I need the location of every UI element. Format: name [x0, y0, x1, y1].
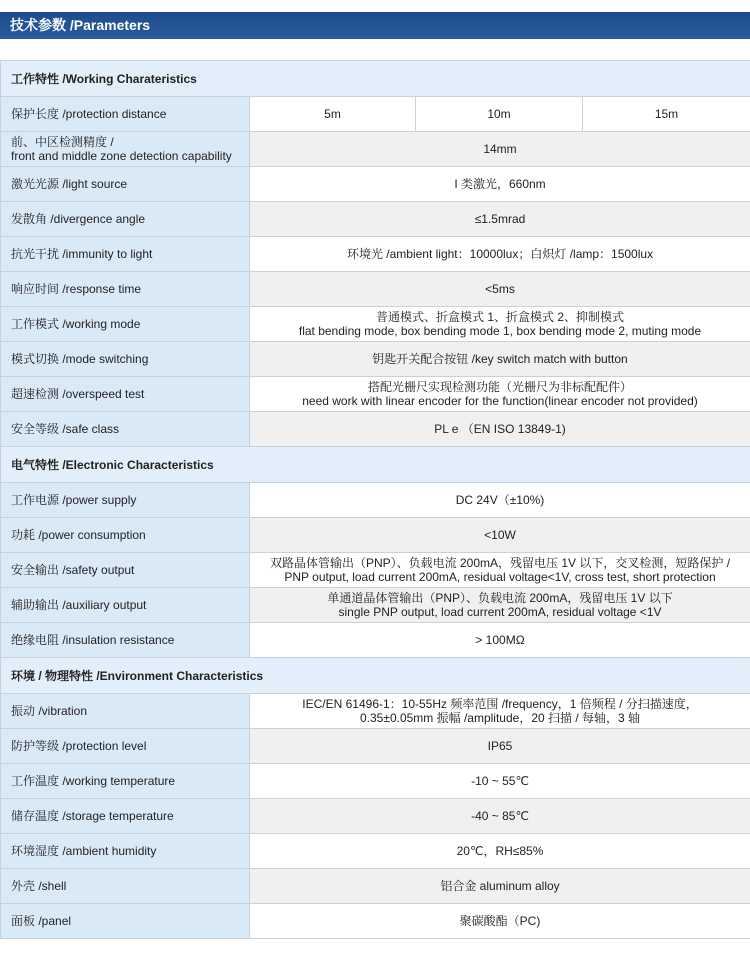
table-row [1, 623, 750, 658]
row-label: 储存温度 /storage temperature [1, 799, 250, 834]
row-value [250, 694, 750, 729]
row-label: 安全输出 /safety output [1, 553, 250, 588]
row-label: 面板 /panel [1, 904, 250, 939]
row-label: 抗光干扰 /immunity to light [1, 237, 250, 272]
section-electronic-characteristics [1, 447, 750, 483]
row-label: 响应时间 /response time [1, 272, 250, 307]
section-title: 环境 / 物理特性 /Environment Characteristics [1, 658, 750, 694]
value-line: 0.35±0.05mm 振幅 /amplitude，20 扫描 / 每轴，3 轴 [360, 711, 641, 725]
row-value: PL e （EN ISO 13849-1) [250, 412, 750, 447]
row-value [250, 553, 750, 588]
table-row [1, 237, 750, 272]
table-row [1, 377, 750, 412]
table-row [1, 834, 750, 869]
table-row [1, 553, 750, 588]
row-label: 振动 /vibration [1, 694, 250, 729]
value-line: flat bending mode, box bending mode 1, box bending mode 2, muting mode [298, 324, 702, 338]
row-label: 发散角 /divergence angle [1, 202, 250, 237]
value-line: 单通道晶体管输出（PNP）、负载电流 200mA，残留电压 1V 以下 [327, 591, 673, 605]
table-row [1, 799, 750, 834]
row-value: 14mm [250, 132, 750, 167]
row-value [250, 307, 750, 342]
row-value: ≤1.5mrad [250, 202, 750, 237]
row-label: 外壳 /shell [1, 869, 250, 904]
table-row [1, 97, 750, 132]
table-row [1, 483, 750, 518]
row-label [1, 132, 250, 167]
row-label: 激光光源 /light source [1, 167, 250, 202]
row-label: 防护等级 /protection level [1, 729, 250, 764]
row-value: I 类激光，660nm [250, 167, 750, 202]
row-value: 20℃，RH≤85% [250, 834, 750, 869]
table-row [1, 904, 750, 939]
section-title: 工作特性 /Working Charateristics [1, 61, 750, 97]
table-row [1, 202, 750, 237]
label-line: front and middle zone detection capability [11, 149, 232, 163]
row-value: -10 ~ 55℃ [250, 764, 750, 799]
table-row [1, 729, 750, 764]
row-value: 钥匙开关配合按钮 /key switch match with button [250, 342, 750, 377]
row-label: 模式切换 /mode switching [1, 342, 250, 377]
table-row [1, 342, 750, 377]
section-environment-characteristics [1, 658, 750, 694]
table-row [1, 764, 750, 799]
value-line: 普通模式、折盒模式 1、折盒模式 2、抑制模式 [375, 310, 625, 324]
table-row [1, 272, 750, 307]
row-label: 工作温度 /working temperature [1, 764, 250, 799]
table-row [1, 588, 750, 623]
label-line: 前、中区检测精度 / [11, 135, 114, 149]
row-value: <10W [250, 518, 750, 553]
row-value: 铝合金 aluminum alloy [250, 869, 750, 904]
row-label: 绝缘电阻 /insulation resistance [1, 623, 250, 658]
row-value: 环境光 /ambient light：10000lux；白炽灯 /lamp：1500lux [250, 237, 750, 272]
value-line: 双路晶体管输出（PNP）、负载电流 200mA，残留电压 1V 以下，交叉检测，短路保护 / [269, 556, 731, 570]
page-title: 技术参数 /Parameters [0, 12, 750, 39]
parameters-table [0, 60, 750, 939]
section-title: 电气特性 /Electronic Characteristics [1, 447, 750, 483]
row-value [250, 588, 750, 623]
row-value: 聚碳酸酯（PC) [250, 904, 750, 939]
section-working-characteristics [1, 61, 750, 97]
row-label: 超速检测 /overspeed test [1, 377, 250, 412]
row-value [250, 377, 750, 412]
value-line: PNP output, load current 200mA, residual voltage<1V, cross test, short protection [284, 570, 716, 584]
row-label: 环境湿度 /ambient humidity [1, 834, 250, 869]
row-label: 功耗 /power consumption [1, 518, 250, 553]
value-line: IEC/EN 61496-1：10-55Hz 频率范围 /frequency，1 倍频程 / 分扫描速度， [302, 697, 698, 711]
row-value: <5ms [250, 272, 750, 307]
table-row [1, 167, 750, 202]
value-line: single PNP output, load current 200mA, residual voltage <1V [338, 605, 662, 619]
row-value: -40 ~ 85℃ [250, 799, 750, 834]
row-label: 工作电源 /power supply [1, 483, 250, 518]
row-value: DC 24V（±10%) [250, 483, 750, 518]
row-label: 安全等级 /safe class [1, 412, 250, 447]
value-line: 搭配光栅尺实现检测功能（光栅尺为非标配配件） [368, 380, 633, 394]
value-line: need work with linear encoder for the function(linear encoder not provided) [302, 394, 698, 408]
row-label: 保护长度 /protection distance [1, 97, 250, 132]
row-value: 15m [583, 97, 750, 132]
table-row [1, 307, 750, 342]
table-row [1, 694, 750, 729]
row-label: 工作模式 /working mode [1, 307, 250, 342]
table-row [1, 869, 750, 904]
row-value: 5m [250, 97, 416, 132]
table-row [1, 412, 750, 447]
table-row [1, 518, 750, 553]
row-value: 10m [416, 97, 583, 132]
row-value: IP65 [250, 729, 750, 764]
row-label: 辅助输出 /auxiliary output [1, 588, 250, 623]
table-row [1, 132, 750, 167]
row-value: > 100MΩ [250, 623, 750, 658]
